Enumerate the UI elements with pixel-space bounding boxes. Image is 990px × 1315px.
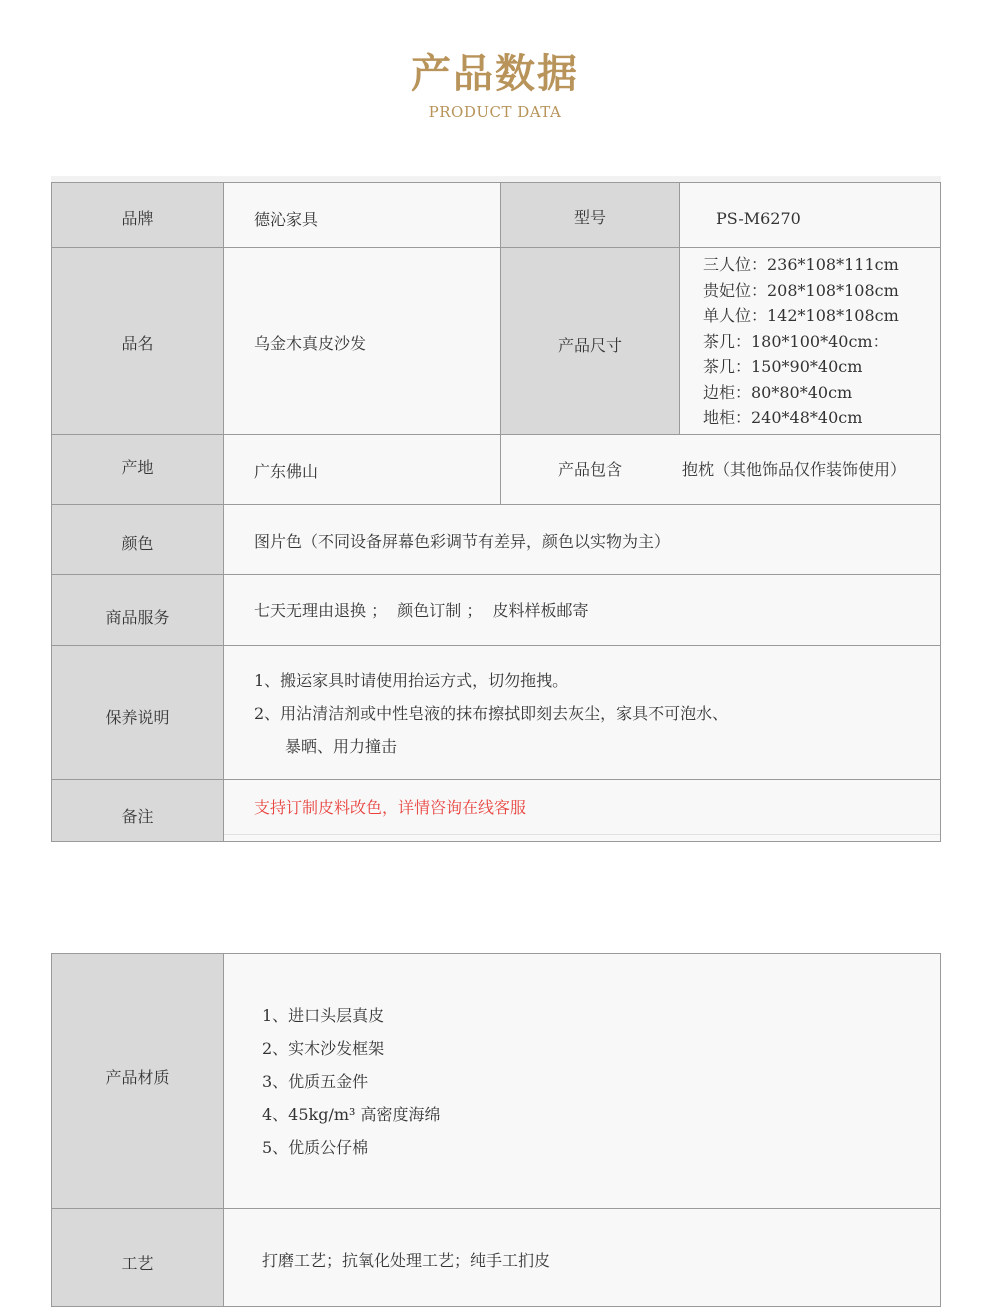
- name-label: 品名: [121, 334, 154, 353]
- row-divider: [52, 645, 940, 646]
- material-item: 3、优质五金件: [262, 1072, 369, 1091]
- color-value: 图片色（不同设备屏幕色彩调节有差异，颜色以实物为主）: [254, 532, 671, 551]
- origin-label: 产地: [121, 458, 154, 477]
- package-value: 抱枕（其他饰品仅作装饰使用）: [682, 460, 907, 479]
- size-item: 地柜：240*48*40cm: [703, 408, 863, 427]
- size-item: 单人位：142*108*108cm: [703, 306, 899, 325]
- name-value: 乌金木真皮沙发: [254, 334, 367, 353]
- label-column-bg: [52, 183, 223, 841]
- material-table: [51, 953, 941, 1307]
- service-label: 商品服务: [105, 608, 170, 627]
- row-divider: [52, 1208, 940, 1209]
- material-item: 5、优质公仔棉: [262, 1138, 369, 1157]
- row-divider-light: [223, 834, 940, 835]
- material-item: 1、进口头层真皮: [262, 1006, 385, 1025]
- care-list: [254, 664, 728, 763]
- size-list: [703, 252, 899, 431]
- craft-value: 打磨工艺；抗氧化处理工艺；纯手工扪皮: [262, 1251, 551, 1270]
- model-value: PS-M6270: [716, 209, 801, 228]
- brand-value: 德沁家具: [254, 210, 319, 229]
- origin-value: 广东佛山: [254, 462, 319, 481]
- size-item: 三人位：236*108*111cm: [703, 255, 899, 274]
- material-item: 4、45kg/m³ 高密度海绵: [262, 1105, 441, 1124]
- size-item: 贵妃位：208*108*108cm: [703, 280, 899, 300]
- page-title: 产品数据: [411, 50, 579, 97]
- size-label: 产品尺寸: [557, 336, 622, 355]
- row-divider: [52, 574, 940, 575]
- size-item: 边柜：80*80*40cm: [703, 382, 853, 402]
- material-label: 产品材质: [105, 1068, 170, 1087]
- col-divider: [223, 183, 224, 841]
- material-list: [262, 999, 441, 1164]
- material-item: 2、实木沙发框架: [262, 1039, 385, 1058]
- row-divider: [52, 434, 940, 435]
- model-label: 型号: [573, 208, 606, 227]
- craft-label: 工艺: [121, 1254, 154, 1273]
- service-value: 七天无理由退换 ； 颜色订制 ； 皮料样板邮寄: [254, 601, 589, 620]
- care-item: 2、用沾清洁剂或中性皂液的抹布擦拭即刻去灰尘，家具不可泡水、: [254, 704, 729, 723]
- note-value: 支持订制皮料改色，详情咨询在线客服: [254, 798, 527, 817]
- brand-label: 品牌: [121, 209, 154, 228]
- col-divider: [679, 183, 680, 434]
- size-item: 茶几：150*90*40cm: [703, 357, 863, 376]
- package-label: 产品包含: [557, 460, 622, 479]
- size-item: 茶几：180*100*40cm：: [703, 331, 889, 351]
- row-divider: [52, 504, 940, 505]
- row-divider: [52, 779, 940, 780]
- product-data-table: [51, 182, 941, 842]
- color-label: 颜色: [121, 534, 154, 553]
- care-item: 1、搬运家具时请使用抬运方式，切勿拖拽。: [254, 671, 569, 690]
- row-divider: [52, 247, 940, 248]
- col-divider: [223, 954, 224, 1306]
- care-label: 保养说明: [105, 708, 170, 727]
- note-label: 备注: [121, 807, 154, 826]
- page-subtitle: PRODUCT DATA: [428, 103, 562, 121]
- care-item: 暴晒、用力撞击: [285, 737, 398, 756]
